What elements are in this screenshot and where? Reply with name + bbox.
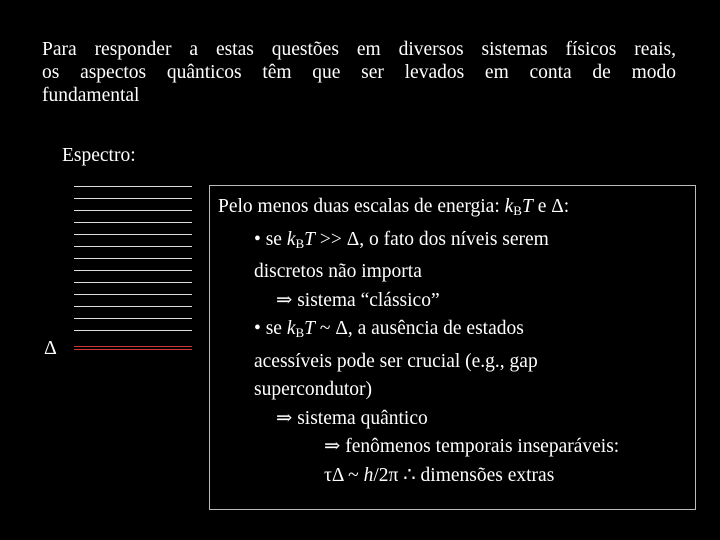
bullet-quantum-cont2: supercondutor) — [254, 379, 373, 400]
bullet-quantum-cont1: acessíveis pode ser crucial (e.g., gap — [254, 350, 538, 372]
intro-paragraph — [42, 38, 676, 107]
energy-level — [74, 198, 192, 199]
energy-level — [74, 246, 192, 247]
energy-level — [74, 234, 192, 235]
energy-level — [74, 186, 192, 187]
spectrum-label: Espectro: — [62, 145, 136, 166]
energy-levels — [74, 186, 192, 356]
energy-level — [74, 318, 192, 319]
energy-level — [74, 210, 192, 211]
ground-level — [74, 346, 192, 347]
energy-level — [74, 258, 192, 259]
energy-level — [74, 222, 192, 223]
result-quantum: ⇒ sistema quântico — [276, 407, 428, 429]
energy-level — [74, 330, 192, 331]
bullet-quantum: • se $k_BT$ ~ Δ, a ausência de estados — [254, 318, 524, 340]
result-temporal: ⇒ fenômenos temporais inseparáveis: — [324, 436, 620, 457]
intro-line-3: fundamental — [42, 85, 140, 106]
gap-delta-label: Δ — [44, 337, 57, 359]
energy-level — [74, 294, 192, 295]
energy-level — [74, 270, 192, 271]
final-relation: τΔ ~ h/2π ∴ dimensões extras — [324, 464, 555, 486]
energy-scales-text — [218, 193, 698, 490]
energy-level — [74, 282, 192, 283]
intro-line-1: Para responder a estas questões em diversos sistemas físicos reais, — [42, 39, 676, 60]
bullet-classical: • se $k_BT >> \Delta$, o fato dos níveis serem — [254, 228, 549, 251]
bullet-classical-cont: discretos não importa — [254, 261, 422, 282]
intro-line-2: os aspectos quânticos têm que ser levados em conta de modo — [42, 62, 676, 83]
result-classical: ⇒ sistema “clássico” — [276, 289, 440, 311]
scales-heading: Pelo menos duas escalas de energia: $k_BT$ e Δ: — [218, 196, 570, 218]
energy-level — [74, 306, 192, 307]
